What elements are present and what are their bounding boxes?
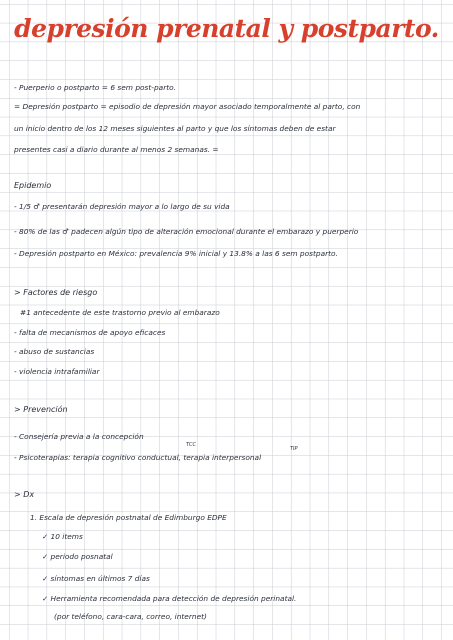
dx-note: (por teléfono, cara-cara, correo, internet) <box>54 612 207 621</box>
riesgo-item: - abuso de sustancias <box>14 347 95 356</box>
prevencion-item: - Consejería previa a la concepción <box>14 432 144 441</box>
section-heading-epidemio: Epidemio <box>14 181 52 190</box>
epidemio-item: - Depresión postparto en México: prevalencia 9% inicial y 13.8% a las 6 sem postparto. <box>14 249 338 258</box>
dx-check-item: ✓ 10 items <box>42 532 83 541</box>
section-heading-riesgo: > Factores de riesgo <box>14 288 98 297</box>
section-heading-dx: > Dx <box>14 490 35 499</box>
riesgo-item: #1 antecedente de este trastorno previo al embarazo <box>20 308 220 317</box>
dx-check-item: ✓ Herramienta recomendada para detección de depresión perinatal. <box>42 594 297 603</box>
prevencion-item: - Psicoterapias: terapia cognitivo conductual, terapia interpersonal <box>14 453 262 462</box>
definition-line: = Depresión postparto = episodio de depresión mayor asociado temporalmente al parto, con <box>14 102 361 111</box>
riesgo-item: - violencia intrafamiliar <box>14 367 100 376</box>
dx-check-item: ✓ periodo posnatal <box>42 552 113 561</box>
section-heading-prevencion: > Prevención <box>14 405 68 414</box>
dx-item: 1. Escala de depresión postnatal de Edimburgo EDPE <box>30 513 227 522</box>
definition-line: - Puerperio o postparto = 6 sem post-parto. <box>14 83 176 92</box>
epidemio-item: - 1/5 ♂ presentarán depresión mayor a lo largo de su vida <box>14 202 230 211</box>
definition-line: presentes casi a diario durante al menos 2 semanas. = <box>14 145 219 154</box>
dx-check-item: ✓ síntomas en últimos 7 días <box>42 574 150 583</box>
definition-line: un inicio dentro de los 12 meses siguientes al parto y que los síntomas deben de estar <box>14 124 336 133</box>
annotation-tcc: TCC <box>186 442 197 448</box>
epidemio-item: - 80% de las ♂ padecen algún tipo de alteración emocional durante el embarazo y puerperio <box>14 227 359 236</box>
riesgo-item: - falta de mecanismos de apoyo eficaces <box>14 328 166 337</box>
annotation-tip: TIP <box>290 446 298 452</box>
page-title: depresión prenatal y postparto. <box>14 14 439 43</box>
